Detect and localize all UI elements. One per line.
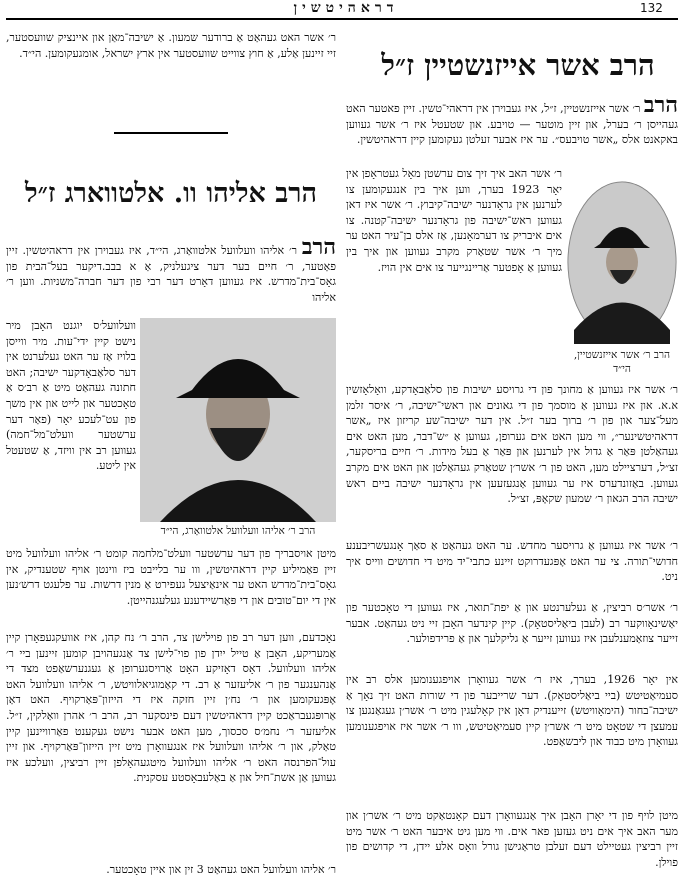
eliyahu-intro-paragraph [6,234,336,305]
section-divider [114,132,228,134]
running-title: דראהיטשין [293,0,399,16]
asher-paragraph-chidushim: ר׳ אשר איז געווען אַ גרויסער מחדש. ער האט געהאַט אַ סאַך אָנגעשריבענע חדושי־תורה. צי ער האט אָפּגעדרוקט זיינע כתבי־יד מיט די חדושים ווייס איך ניט. [346,539,678,584]
article-title-eliyahu: הרב אליהו וו. אלטווארג ז״ל [24,178,318,209]
article-title-asher: הרב אשר אייזנשטיין ז״ל [381,48,655,82]
left-top-paragraph: ר׳ אשר האט געהאַט אַ ברודער שמעון. אַ ישיבה־מאַן און איינציק שוועסטער, זיי זיינען אַלע, אַ חוץ צווייט שוועסטער אין ארץ ישראל, אומגעקומען. הי״ד. [6,31,336,60]
eliyahu-paragraph-war: מיטן אויסבריך פון דער ערשטער וועלט־מלחמה קומט ר׳ אליהו וועלוועל מיט זיין פאַמיליע קיין דראהיטשין, ווו ער בלייבט ביז ווינטן אויף שטענדיק, אין גאָס־בית־מדרש האט ער אינאַיצעל געפירט אַ מנין דרשות. ער פלעגט דרש׳נען אין די יום־טובים און די פּאַרשיידענע געלעגנהייטן. [6,547,336,607]
portrait-asher-svg [566,180,678,344]
asher-intro-paragraph [346,92,678,148]
asher-paragraph-meeting: ר׳ אשר האב איך זיך צום ערשטן מאָל געטראָפן אין יאָר 1923 בערך, ווען איך בין אנגעקומען צו לערנען אין גראָדנער ישיבה־קיבוץ. ר׳ אשר איז דאן געווען ראש־ישיבה פון גראָדנער ישיבה־קטנה. צו אים איבריק צו דערמאָנען, אַז אלס בן־עיר האט ער מיך ר׳ אשר שטאַרק מקרב געווען און איך בין געווען אַ אָפטער אַריינגייער צו אים אין הויז. [346,167,562,274]
asher-paragraph-yeshivas: ר׳ אשר איז געווען אַ מחונך פון די גרויסע ישיבות פון סלאַבאָדקע, וואָלאָזשין א.א. און איז געווען אַ מוסמך פון די גאונים און ראשי־ישיבה, ר׳ איסר זלמן מעל־צער און פון ר׳ ברוך בער ז״ל. אין דער ישיבה־שע קריזון איז „אשר דראהיטשינער״, ווי מען האט אים גערופן, געווען אַ ״ש־דבר, מען האט אים געהאַלטן פּאַר אַ גדול אין לערנען און פּאַר אַ בעל מידות. ר׳ חיים בריסקער, זצ״ל, דערציילט מען, האט פון ר׳ אשר׳ן שטאַרק געהאַלטן און האט אים מקרב געווען. באַזונדערס איז ער געווען אַנגעזעען אין גראָדנער ישיבה ביים ראש ישיבה הרב הגאון ר׳ שמעון שקאָפּ, זצ״ל. [346,383,678,506]
eliyahu-paragraph-youth: וועלוועל׳ס יוגנט האָבן מיר נישט קיין ידי־עות. מיר ווייסן בלויז אַז ער האט געלערנט אין דער סלאַבאָדקער ישיבה; האט חתונה געהאַט מיט אַ רב׳ס אַ טאָכטער און לייט און אין משך פון עט־לעכע יאָר (פאַר דער ערשטער וועלט־מל־חמה) געווען רב אין וויזד, אַ שטעטל אין ליטע. [6,319,136,473]
caption-asher: הרב ר׳ אשר אייזנשטיין, הי״ד [573,349,671,375]
eliyahu-intro-text: ר׳ אליהו וועלוועל אלטוואַרג, הי״ד, איז געבוירן אין דראהיטשין. זיין פאַטער, ר׳ חיים בער דער ציגעלניק, אַ א בבב.דיקער בעל־הבית פון גאָס־בית־מדרש. איז געווען דאָרט דער רבי פון דער חברה־משניות. ווען ר׳ אליהו [6,244,336,304]
portrait-eliyahu-photo [140,318,336,522]
dropcap-asher: הרב [643,92,678,118]
eliyahu-paragraph-children: ר׳ אליהו וועלוועל האט געהאַט 3 זין און איין טאָכטער. [106,863,336,876]
page-header [6,0,678,20]
page-number: 132 [640,1,663,15]
caption-eliyahu: הרב ר׳ אליהו וועלוועל אלטוואַרג, הי״ד [160,525,316,537]
asher-paragraph-semiatitch: אין יאָר 1926, בערך, איז ר׳ אשר געוואָרן אויפגענומען אלס רב אין סעמיאַטיטש (ביי ביאַליסטאָק). דער שרייבער פון די שורות האט זיך נאָך אַ ישיבה־בחור (הימאָוויטש) זייענדיק דאָן אין קאָלעגין מיט ר׳ אשר׳ן געגאַנגען צו עמעצן די שטאָט מיט ר׳ אשר׳ן קיין סעמיאַטיטש, ווו ר׳ אשר איז אויפגענומען געוואָרן מיט כבוד און ליבשאַפט. [346,673,679,749]
asher-paragraph-rebbetzin: ר׳ אשר׳ס רביצין, אַ געלערנטע און אַ יפת־תואר, איז געווען די טאָכטער פון יאַשינאָווקער רב (לעבן ביאַליסטאָק). קיין קינדער האָבן זיי ניט געהאַט. אבער זייער צוזאַמענלעבן איז געווען זייער אַ גליקלעך און אַ פרידפולער. [346,601,678,646]
dropcap-eliyahu: הרב [301,234,336,260]
portrait-eliyahu-svg [140,318,336,522]
portrait-asher-photo [566,180,678,344]
asher-intro-text: ר׳ אשר אייזנשטיין, ז״ל, איז געבוירן אין דראהי־טשין. זיין פאטער האט געהייסן ר׳ בערל, און זיין מוטער — טויבע. און שטעטל איז ר׳ אשר געווען באקאנט אלס „אשר טויבעס״. ער איז אבער זעלטן געקומען קיין דראהיטשין. [346,102,678,147]
asher-paragraph-fate: מיטן לויף פון די יאָרן האָבן איך אַנגעוואָרן דעם קאָנטאַקט מיט ר׳ אשר׳ן און מער האב איך אים ניט געזען פאר אים. ווי מען גיט איבער האט ר׳ אשר מיט זיין רביצין געטיילט דעם זעלבן טראַגישן גורל וואָס אלע יידן, די קדושים פון פוילן. [346,809,678,869]
eliyahu-paragraph-dispute: נאָכדעם, ווען דער רב פון פוילישן צד, הרב ר׳ נח קהן, איז אוועקגעפאָרן קיין אַמעריקע, האָבן אַ טייל ייִדן פון פוי־לישן צד אַנגעהויבן קומען זיינען ביי ר׳ אליהו וועלוועל. דאָס דאָזיקע האָט אַרויסגערופן אַ געגנערשאַפט מצד די אַנהענגער פון ר׳ אליעזער אַ רב. די קאַמוגיאלוויטש, ר׳ אליהו וועלוועל האט אָפּגעקומען און ר׳ נח׳ן זיין חזקה איז די הייזון־פּאַרקויף. האט דאַן אַרופּגעבראַכט קיין דראהיטשין דעם פינסקער רב, הרב ר׳ אהרן וואַלקין, ז״ל. אליעזער ר׳ נחמ׳ס סכסוך, מען האט אבער נישט געקענט פאַרוויינען קיין טאַלק, און ר׳ אליהו וועלוועל איז אנגעוואָרן מיט זיין הייזון־פּאַרקויף. און זיין עול־הפרנסה האט ר׳ אליהו וועלוועל מיטגעהאָלפן זיין רביצין, וועלכע איז געווען אַן אשת־חיל און אַ באַלעבאָסטע עסקנית. [6,631,336,785]
